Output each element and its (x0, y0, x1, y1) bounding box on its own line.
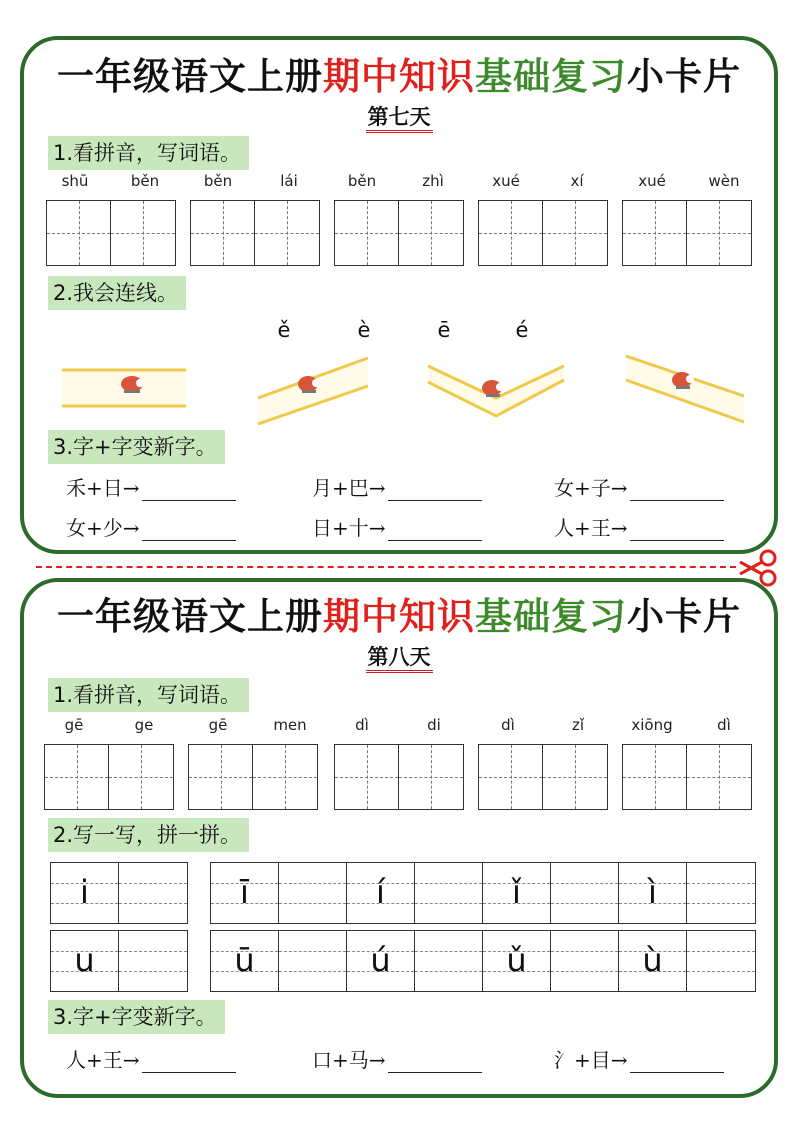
tone-letter: ú (370, 941, 391, 979)
section-heading-2: 2.我会连线。 (48, 276, 186, 310)
grid-cell[interactable] (623, 201, 687, 265)
tone-label: é (515, 318, 529, 342)
grid-cell[interactable] (191, 201, 255, 265)
pinyin-row (48, 172, 774, 196)
pinyin-label: di (427, 716, 441, 734)
letter-writing-row[interactable] (50, 930, 188, 992)
writing-grid[interactable] (188, 744, 318, 810)
letter-writing-row[interactable] (50, 862, 188, 924)
letter-cell[interactable] (415, 931, 483, 991)
letter-cell[interactable] (483, 931, 551, 991)
grid-cell[interactable] (543, 745, 607, 809)
grid-cell[interactable] (109, 745, 173, 809)
pinyin-label: xué (492, 172, 520, 190)
letter-cell[interactable] (551, 863, 619, 923)
card-title: 一年级语文上册期中知识基础复习小卡片 (57, 54, 741, 98)
dipping-tone-picture[interactable] (426, 358, 566, 420)
letter-cell[interactable] (347, 863, 415, 923)
grid-cell[interactable] (479, 745, 543, 809)
letter-cell[interactable] (51, 863, 119, 923)
tone-writing-row[interactable] (210, 862, 756, 924)
letter-cell[interactable] (619, 931, 687, 991)
letter-cell[interactable] (279, 931, 347, 991)
grid-cell[interactable] (47, 201, 111, 265)
grid-cell[interactable] (687, 201, 751, 265)
grid-cell[interactable] (111, 201, 175, 265)
pinyin-label: gē (64, 716, 84, 734)
answer-blank[interactable] (630, 1051, 724, 1073)
grid-cell[interactable] (253, 745, 317, 809)
grid-cell[interactable] (45, 745, 109, 809)
pinyin-label: běn (203, 172, 233, 190)
pinyin-row (48, 716, 774, 740)
grid-cell[interactable] (543, 201, 607, 265)
letter-cell[interactable] (211, 931, 279, 991)
pinyin-label: běn (130, 172, 160, 190)
compose-equation: 禾+日→ (66, 472, 236, 501)
tone-label: è (357, 318, 371, 342)
writing-grid[interactable] (44, 744, 174, 810)
answer-blank[interactable] (142, 1051, 236, 1073)
grid-cell[interactable] (335, 201, 399, 265)
letter-cell[interactable] (483, 863, 551, 923)
section-heading-1: 1.看拼音，写词语。 (48, 136, 249, 170)
day-label: 第七天 (24, 104, 774, 133)
answer-blank[interactable] (388, 519, 482, 541)
letter-cell[interactable] (347, 931, 415, 991)
letter-cell[interactable] (119, 863, 187, 923)
pinyin-label: ge (134, 716, 154, 734)
compose-equation: 人+王→ (66, 1044, 236, 1073)
letter-cell[interactable] (415, 863, 483, 923)
review-card-day7 (20, 36, 778, 554)
base-letter: i (80, 873, 89, 911)
letter-cell[interactable] (51, 931, 119, 991)
card-title: 一年级语文上册期中知识基础复习小卡片 (57, 594, 741, 638)
compose-equation: 日+十→ (312, 512, 482, 541)
tone-letter: ì (648, 873, 657, 911)
tone-letter: í (376, 873, 385, 911)
pinyin-label: dì (355, 716, 369, 734)
section-heading-3: 3.字+字变新字。 (48, 1000, 225, 1034)
compose-equation: 人+王→ (554, 512, 724, 541)
writing-grid[interactable] (46, 200, 176, 266)
grid-cell[interactable] (189, 745, 253, 809)
pinyin-label: gē (208, 716, 228, 734)
pinyin-label: wèn (708, 172, 740, 190)
writing-grid[interactable] (190, 200, 320, 266)
writing-grid[interactable] (478, 744, 608, 810)
answer-blank[interactable] (630, 519, 724, 541)
section-heading-1: 1.看拼音，写词语。 (48, 678, 249, 712)
cut-line (36, 566, 736, 568)
compose-equation: 口+马→ (312, 1044, 482, 1073)
pinyin-label: shū (61, 172, 89, 190)
grid-cell[interactable] (399, 201, 463, 265)
pinyin-label: lái (280, 172, 298, 190)
letter-cell[interactable] (619, 863, 687, 923)
grid-cell[interactable] (399, 745, 463, 809)
section-heading-3: 3.字+字变新字。 (48, 430, 225, 464)
pinyin-label: dì (717, 716, 731, 734)
tone-letter: ǐ (512, 873, 521, 911)
compose-equation: 女+少→ (66, 512, 236, 541)
answer-blank[interactable] (388, 479, 482, 501)
flat-tone-picture[interactable] (60, 362, 190, 414)
section-heading-2: 2.写一写，拼一拼。 (48, 818, 249, 852)
pinyin-label: xí (570, 172, 584, 190)
letter-cell[interactable] (687, 931, 755, 991)
tone-letter: ù (642, 941, 663, 979)
letter-cell[interactable] (279, 863, 347, 923)
pinyin-label: zhì (422, 172, 444, 190)
grid-cell[interactable] (335, 745, 399, 809)
answer-blank[interactable] (388, 1051, 482, 1073)
compose-equation: 氵+目→ (554, 1044, 724, 1073)
compose-equation: 女+子→ (554, 472, 724, 501)
writing-grid[interactable] (622, 200, 752, 266)
letter-cell[interactable] (119, 931, 187, 991)
grid-cell[interactable] (687, 745, 751, 809)
letter-cell[interactable] (551, 931, 619, 991)
grid-cell[interactable] (623, 745, 687, 809)
review-card-day8 (20, 578, 778, 1098)
day-label: 第八天 (24, 644, 774, 673)
letter-cell[interactable] (687, 863, 755, 923)
pinyin-label: dì (501, 716, 515, 734)
base-letter: u (74, 941, 95, 979)
tone-writing-row[interactable] (210, 930, 756, 992)
rising-tone-picture[interactable] (256, 350, 372, 426)
pinyin-label: běn (347, 172, 377, 190)
grid-cell[interactable] (479, 201, 543, 265)
falling-tone-picture[interactable] (624, 352, 748, 424)
compose-equation: 月+巴→ (312, 472, 482, 501)
writing-grid[interactable] (334, 744, 464, 810)
pinyin-label: zǐ (571, 716, 585, 734)
tone-letter: ī (240, 873, 249, 911)
tone-label: ē (437, 318, 451, 342)
tone-letter: ǔ (506, 941, 527, 979)
letter-cell[interactable] (211, 863, 279, 923)
answer-blank[interactable] (142, 519, 236, 541)
tone-label: ě (277, 318, 291, 342)
writing-grid[interactable] (622, 744, 752, 810)
pinyin-label: xué (638, 172, 666, 190)
pinyin-label: men (273, 716, 307, 734)
tone-letter: ū (234, 941, 255, 979)
answer-blank[interactable] (142, 479, 236, 501)
answer-blank[interactable] (630, 479, 724, 501)
writing-grid[interactable] (478, 200, 608, 266)
pinyin-label: xiōng (631, 716, 673, 734)
writing-grid[interactable] (334, 200, 464, 266)
grid-cell[interactable] (255, 201, 319, 265)
